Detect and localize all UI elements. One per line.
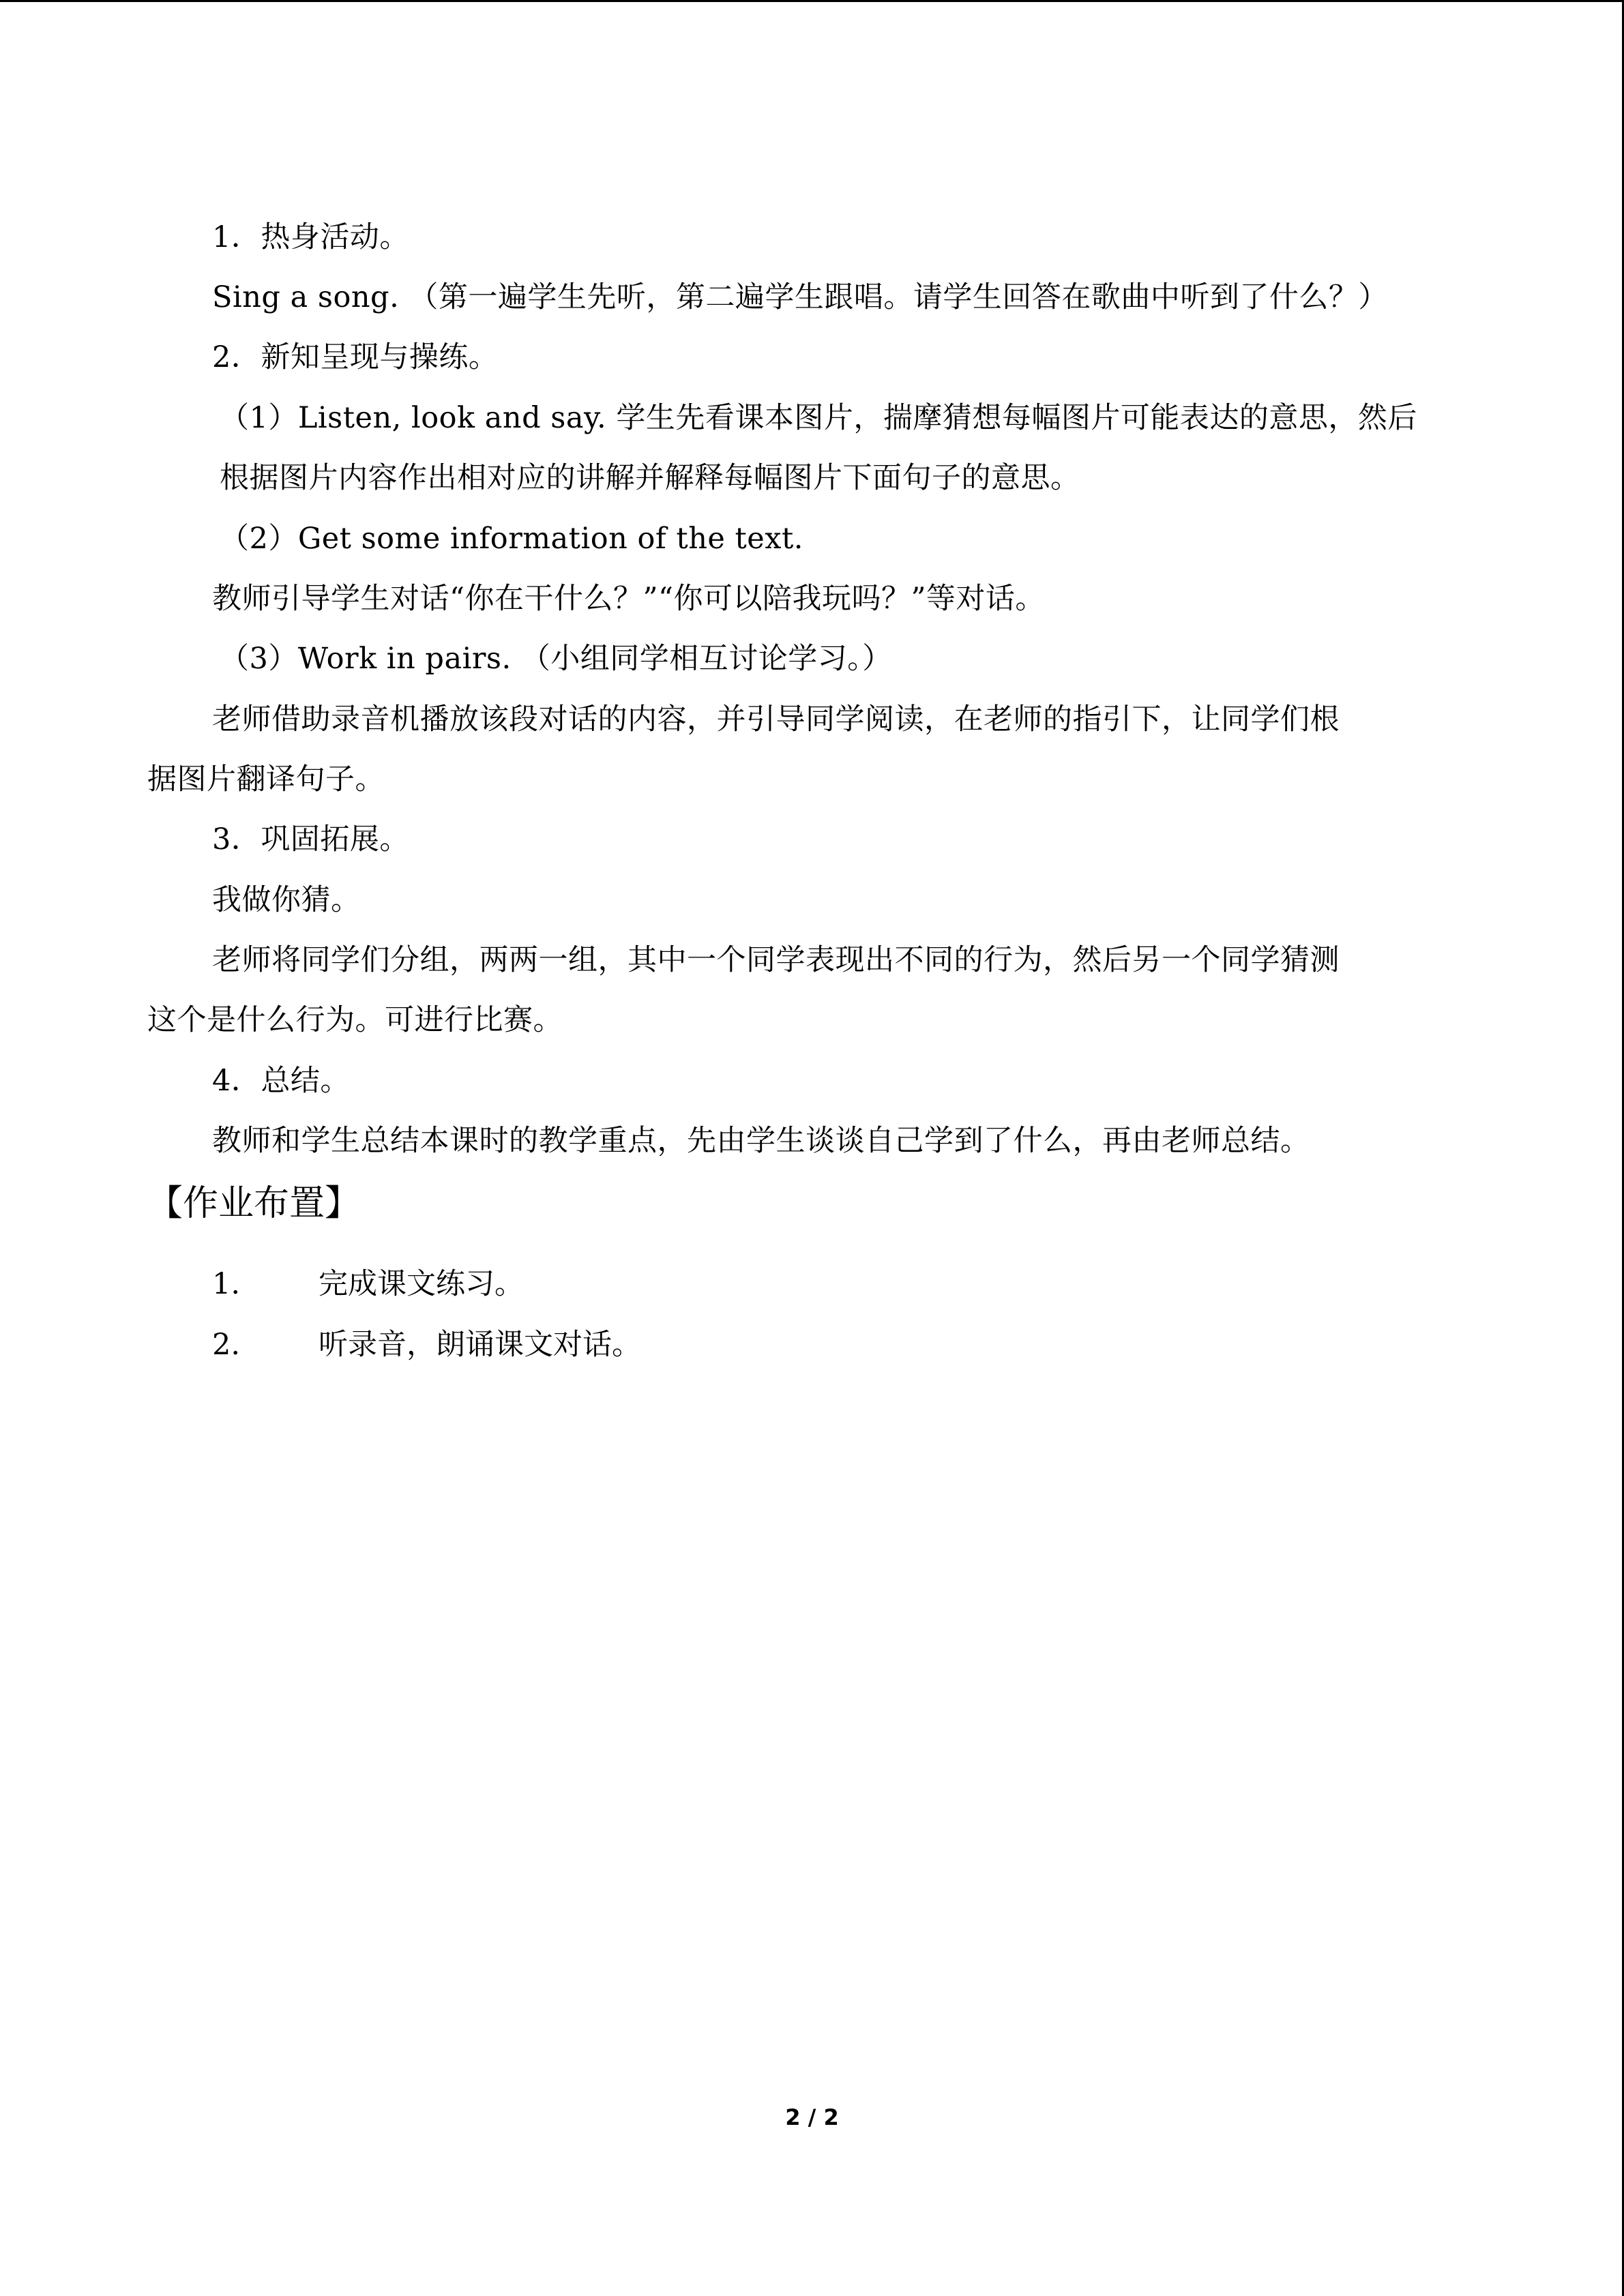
step-4-detail: 教师和学生总结本课时的教学重点，先由学生谈谈自己学到了什么，再由老师总结。 (212, 1124, 1310, 1158)
substep-1-text: （1）Listen, look and say. 学生先看课本图片，揣摩猜想每幅图片可能表达的意思，然后 (220, 401, 1417, 435)
substep-3-detail-cont: 据图片翻译句子。 (147, 762, 385, 796)
step-4-title: 4．总结。 (212, 1064, 350, 1098)
step-1-text: Sing a song. （第一遍学生先听，第二遍学生跟唱。请学生回答在歌曲中听到了什么？） (212, 280, 1388, 314)
step-3-detail-cont: 这个是什么行为。可进行比赛。 (147, 1003, 563, 1037)
step-1-title: 1．热身活动。 (212, 220, 409, 254)
homework-heading: 【作业布置】 (147, 1183, 361, 1224)
page-number: 2 / 2 (785, 2104, 839, 2130)
substep-2-text: （2）Get some information of the text. (220, 522, 803, 556)
step-3-detail: 老师将同学们分组，两两一组，其中一个同学表现出不同的行为，然后另一个同学猜测 (212, 943, 1340, 977)
homework-item-text: 听录音，朗诵课文对话。 (319, 1328, 641, 1362)
homework-item-number: 2. (212, 1328, 241, 1362)
substep-3-text: （3）Work in pairs. （小组同学相互讨论学习。） (220, 642, 892, 676)
step-3-game: 我做你猜。 (212, 883, 361, 917)
substep-1-text-cont: 根据图片内容作出相对应的讲解并解释每幅图片下面句子的意思。 (220, 461, 1080, 495)
homework-item-text: 完成课文练习。 (319, 1267, 524, 1301)
homework-item (212, 1265, 524, 1303)
homework-item (212, 1326, 641, 1364)
substep-3-detail: 老师借助录音机播放该段对话的内容，并引导同学阅读，在老师的指引下，让同学们根 (212, 702, 1340, 736)
step-2-title: 2．新知呈现与操练。 (212, 340, 499, 374)
homework-item-number: 1. (212, 1267, 241, 1301)
step-3-title: 3．巩固拓展。 (212, 822, 409, 856)
substep-2-detail: 教师引导学生对话“你在干什么？”“你可以陪我玩吗？”等对话。 (212, 582, 1045, 616)
